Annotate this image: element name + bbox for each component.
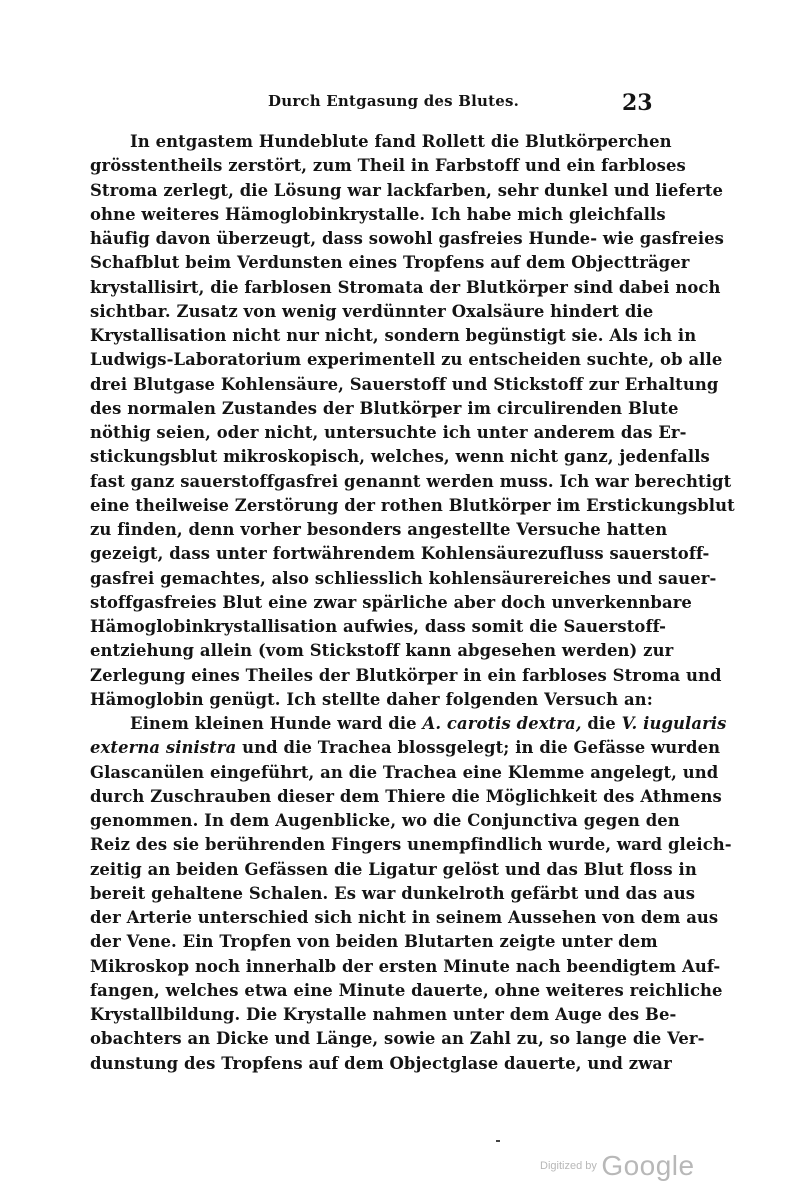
text-line: stoffgasfreies Blut eine zwar spärliche aber doch unverkennbare [90, 592, 692, 612]
text-line: Krystallisation nicht nur nicht, sondern begünstigt sie. Als ich in [90, 326, 697, 345]
text-line: Zerlegung eines Theiles der Blutkörper in ein farbloses Stroma und [90, 665, 722, 685]
text-line: Krystallbildung. Die Krystalle nahmen unter dem Auge des Be- [90, 1005, 677, 1024]
watermark-prefix: Digitized by [540, 1160, 597, 1172]
page-number: 23 [622, 90, 653, 116]
text-line: Mikroskop noch innerhalb der ersten Minute nach beendigtem Auf- [90, 956, 721, 976]
italic-term: externa sinistra [90, 738, 237, 758]
text-line: nöthig seien, oder nicht, untersuchte ich unter anderem das Er- [90, 423, 687, 442]
page-header [0, 90, 800, 120]
text-run: Einem kleinen Hunde ward die [130, 714, 423, 733]
text-line [90, 712, 727, 736]
text-line: grösstentheils zerstört, zum Theil in Farbstoff und ein farbloses [90, 156, 686, 176]
text-line: zu finden, denn vorher besonders angestellte Versuche hatten [90, 520, 668, 539]
text-line: der Vene. Ein Tropfen von beiden Blutarten zeigte unter dem [90, 932, 658, 952]
text-line: Schafblut beim Verdunsten eines Tropfens auf dem Objectträger [90, 253, 690, 273]
text-line: entziehung allein (vom Stickstoff kann abgesehen werden) zur [90, 641, 674, 661]
text-line: Stroma zerlegt, die Lösung war lackfarben, sehr dunkel und lieferte [90, 180, 724, 200]
italic-term: V. iugularis [621, 714, 727, 733]
text-line: fast ganz sauerstoffgasfrei genannt werden muss. Ich war berechtigt [90, 471, 732, 491]
text-line: Hämoglobinkrystallisation aufwies, dass somit die Sauerstoff- [90, 617, 667, 636]
text-line: ohne weiteres Hämoglobinkrystalle. Ich habe mich gleichfalls [90, 204, 666, 224]
text-line: bereit gehaltene Schalen. Es war dunkelroth gefärbt und das aus [90, 883, 696, 903]
running-title: Durch Entgasung des Blutes. [268, 92, 520, 110]
text-line: zeitig an beiden Gefässen die Ligatur gelöst und das Blut floss in [90, 859, 697, 879]
text-line: Ludwigs-Laboratorium experimentell zu entscheiden suchte, ob alle [90, 350, 723, 370]
text-line: Hämoglobin genügt. Ich stellte daher folgenden Versuch an: [90, 689, 653, 709]
body-text [90, 130, 735, 1076]
text-line: obachters an Dicke und Länge, sowie an Zahl zu, so lange die Ver- [90, 1029, 705, 1049]
text-line: krystallisirt, die farblosen Stromata der Blutkörper sind dabei noch [90, 277, 721, 297]
text-line: fangen, welches etwa eine Minute dauerte, ohne weiteres reichliche [90, 980, 723, 1000]
text-line: der Arterie unterschied sich nicht in seinem Aussehen von dem aus [90, 908, 719, 927]
text-line: Reiz des sie berührenden Fingers unempfindlich wurde, ward gleich- [90, 835, 732, 855]
digitized-watermark [540, 1150, 695, 1182]
text-line: drei Blutgase Kohlensäure, Sauerstoff und Stickstoff zur Erhaltung [90, 374, 719, 394]
text-line: In entgastem Hundeblute fand Rollett die Blutkörperchen [130, 132, 672, 151]
print-mark [496, 1140, 500, 1142]
text-line: durch Zuschrauben dieser dem Thiere die Möglichkeit des Athmens [90, 786, 722, 806]
google-logo: Google [601, 1150, 695, 1181]
text-line: stickungsblut mikroskopisch, welches, wenn nicht ganz, jedenfalls [90, 447, 710, 467]
text-line: eine theilweise Zerstörung der rothen Blutkörper im Erstickungsblut [90, 495, 735, 515]
text-line: gezeigt, dass unter fortwährendem Kohlensäurezufluss sauerstoff- [90, 544, 710, 564]
text-run: die [581, 714, 622, 733]
text-line: häufig davon überzeugt, dass sowohl gasfreies Hunde- wie gasfreies [90, 229, 724, 248]
text-line: Glascanülen eingeführt, an die Trachea eine Klemme angelegt, und [90, 762, 719, 782]
italic-term: A. carotis dextra, [422, 714, 582, 733]
text-line: dunstung des Tropfens auf dem Objectglase dauerte, und zwar [90, 1053, 672, 1073]
text-line: gasfrei gemachtes, also schliesslich kohlensäurereiches und sauer- [90, 568, 717, 588]
text-line: genommen. In dem Augenblicke, wo die Conjunctiva gegen den [90, 811, 680, 830]
text-line [90, 736, 721, 760]
text-line: sichtbar. Zusatz von wenig verdünnter Oxalsäure hindert die [90, 301, 654, 321]
text-line: des normalen Zustandes der Blutkörper im circulirenden Blute [90, 398, 679, 418]
text-run: und die Trachea blossgelegt; in die Gefässe wurden [236, 738, 721, 758]
